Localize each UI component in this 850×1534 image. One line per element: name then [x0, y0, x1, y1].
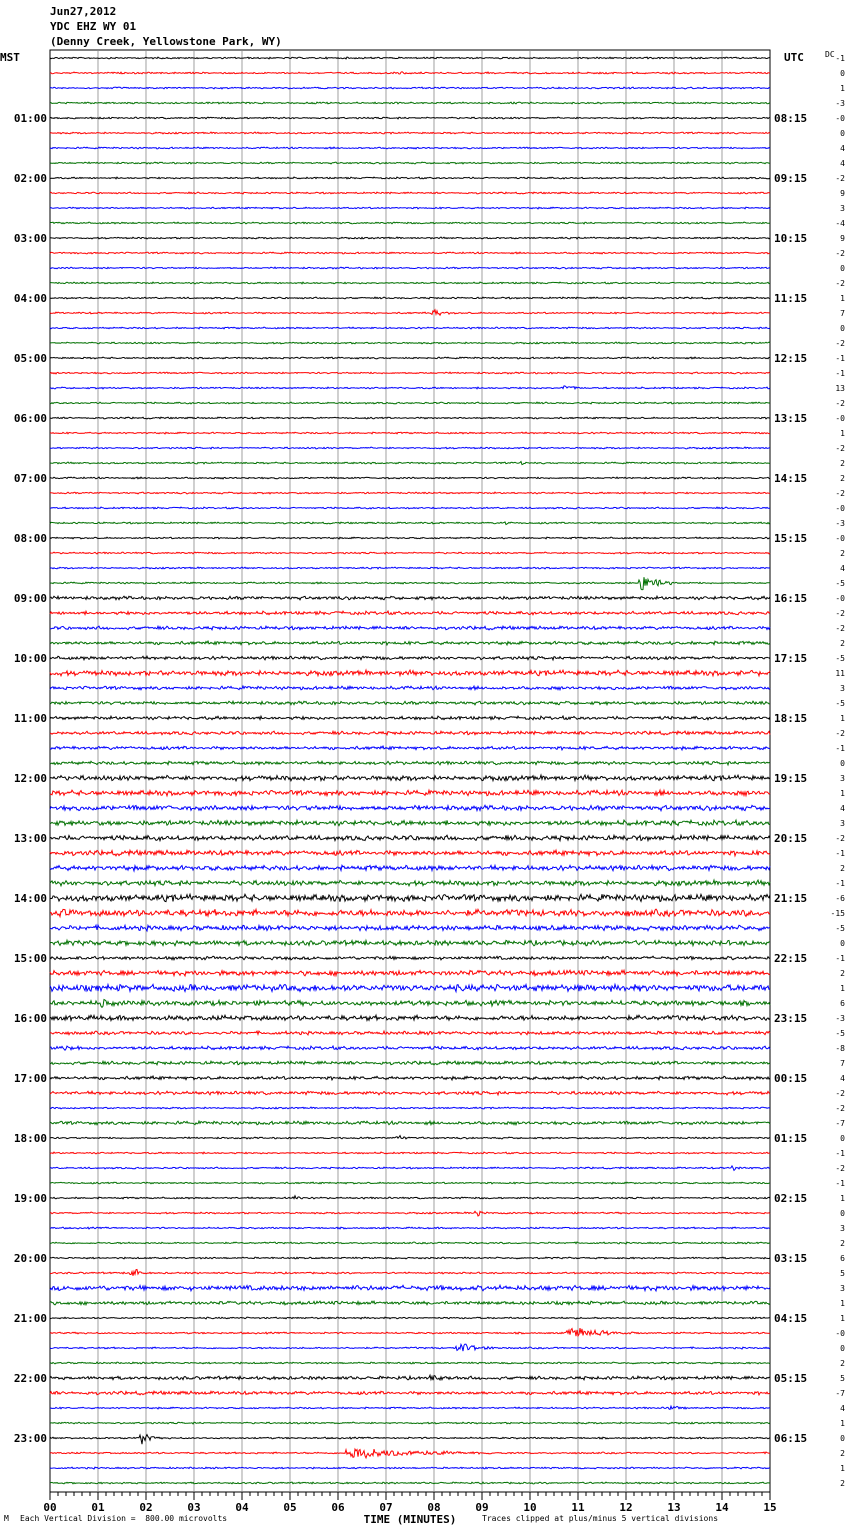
dc-offset-label: -0 — [835, 414, 845, 423]
dc-offset-label: -7 — [835, 1389, 845, 1398]
trace-row — [50, 865, 770, 871]
trace-row — [50, 267, 770, 269]
trace-row — [50, 162, 770, 164]
trace-row — [50, 147, 770, 149]
dc-offset-label: -1 — [835, 954, 845, 963]
trace-row — [50, 342, 770, 344]
trace-row — [50, 894, 770, 902]
trace-row — [50, 1375, 770, 1380]
dc-offset-label: -2 — [835, 444, 845, 453]
dc-offset-label: 0 — [840, 1209, 845, 1218]
dc-offset-label: 0 — [840, 759, 845, 768]
dc-offset-label: 4 — [840, 1074, 845, 1083]
trace-row — [50, 102, 770, 104]
dc-offset-label: -6 — [835, 894, 845, 903]
trace-row — [50, 1285, 770, 1291]
utc-hour-label: 16:15 — [774, 592, 808, 605]
dc-offset-label: 7 — [840, 309, 845, 318]
mst-hour-label: 06:00 — [13, 412, 47, 425]
mst-hour-label: 19:00 — [13, 1192, 47, 1205]
x-tick-label: 13 — [667, 1501, 681, 1514]
trace-row — [50, 686, 770, 690]
trace-row — [50, 207, 770, 209]
dc-offset-label: -0 — [835, 504, 845, 513]
trace-row — [50, 761, 770, 765]
dc-offset-label: 1 — [840, 1194, 845, 1203]
dc-offset-label: 2 — [840, 969, 845, 978]
trace-row — [50, 611, 770, 615]
dc-offset-label: 4 — [840, 144, 845, 153]
mst-hour-label: 21:00 — [13, 1312, 47, 1325]
clip-note: Traces clipped at plus/minus 5 vertical divisions — [482, 1514, 719, 1523]
utc-hour-label: 19:15 — [774, 772, 808, 785]
trace-row — [50, 1196, 770, 1199]
dc-offset-label: 1 — [840, 294, 845, 303]
dc-offset-label: -1 — [835, 369, 845, 378]
dc-offset-label: 6 — [840, 1254, 845, 1263]
trace-row — [50, 492, 770, 494]
x-tick-label: 11 — [571, 1501, 585, 1514]
trace-row — [50, 477, 770, 479]
x-tick-label: 03 — [187, 1501, 201, 1514]
dc-offset-label: 9 — [840, 189, 845, 198]
scale-note: Each Vertical Division = 800.00 microvolts — [20, 1514, 228, 1523]
mst-hour-label: 10:00 — [13, 652, 47, 665]
trace-row — [50, 1182, 770, 1184]
trace-row — [50, 641, 770, 645]
dc-offset-label: -2 — [835, 399, 845, 408]
dc-offset-label: -5 — [835, 579, 845, 588]
corner-mark: M — [4, 1514, 9, 1523]
trace-row — [50, 1091, 770, 1095]
mst-hour-label: 16:00 — [13, 1012, 47, 1025]
dc-offset-label: 3 — [840, 1284, 845, 1293]
station-label: YDC EHZ WY 01 — [50, 20, 137, 33]
dc-offset-label: -0 — [835, 1329, 845, 1338]
dc-offset-label: 3 — [840, 819, 845, 828]
trace-row — [50, 237, 770, 239]
dc-offset-label: 6 — [840, 999, 845, 1008]
utc-hour-label: 06:15 — [774, 1432, 808, 1445]
dc-offset-label: 2 — [840, 1239, 845, 1248]
trace-row — [50, 386, 770, 389]
dc-offset-label: 1 — [840, 84, 845, 93]
dc-offset-label: 3 — [840, 204, 845, 213]
dc-offset-label: -2 — [835, 174, 845, 183]
trace-row — [50, 670, 770, 676]
dc-offset-label: 1 — [840, 1464, 845, 1473]
dc-offset-label: -5 — [835, 924, 845, 933]
dc-offset-label: 4 — [840, 564, 845, 573]
dc-offset-label: -15 — [830, 909, 845, 918]
trace-row — [50, 297, 770, 299]
x-tick-label: 01 — [91, 1501, 105, 1514]
dc-offset-label: -2 — [835, 489, 845, 498]
dc-offset-label: 3 — [840, 774, 845, 783]
dc-offset-label: -1 — [835, 879, 845, 888]
trace-row — [50, 567, 770, 569]
dc-offset-label: 0 — [840, 1344, 845, 1353]
trace-row — [50, 731, 770, 735]
dc-offset-label: 0 — [840, 939, 845, 948]
trace-row — [50, 835, 770, 840]
trace-row — [50, 327, 770, 329]
dc-offset-label: -3 — [835, 99, 845, 108]
dc-offset-label: 4 — [840, 1404, 845, 1413]
dc-offset-label: -2 — [835, 1164, 845, 1173]
dc-offset-label: -5 — [835, 654, 845, 663]
x-axis-label: TIME (MINUTES) — [363, 1513, 457, 1526]
mst-hour-label: 12:00 — [13, 772, 47, 785]
x-tick-label: 06 — [331, 1501, 345, 1514]
dc-offset-label: 2 — [840, 549, 845, 558]
dc-offset-label: 2 — [840, 1359, 845, 1368]
dc-offset-label: 1 — [840, 1419, 845, 1428]
mst-hour-label: 09:00 — [13, 592, 47, 605]
trace-row — [50, 252, 770, 254]
mst-hour-label: 23:00 — [13, 1432, 47, 1445]
trace-row — [50, 1422, 770, 1424]
mst-hour-label: 02:00 — [13, 172, 47, 185]
trace-row — [50, 1031, 770, 1035]
trace-row — [50, 909, 770, 917]
utc-hour-label: 04:15 — [774, 1312, 808, 1325]
mst-hour-label: 03:00 — [13, 232, 47, 245]
dc-offset-label: -1 — [835, 744, 845, 753]
utc-hour-label: 21:15 — [774, 892, 808, 905]
trace-row — [50, 1391, 770, 1395]
mst-hour-label: 18:00 — [13, 1132, 47, 1145]
trace-row — [50, 1435, 770, 1445]
dc-offset-label: 0 — [840, 264, 845, 273]
dc-offset-label: 3 — [840, 1224, 845, 1233]
dc-offset-label: 0 — [840, 1434, 845, 1443]
trace-row — [50, 222, 770, 224]
trace-row — [50, 1136, 770, 1139]
trace-row — [50, 1270, 770, 1276]
x-tick-label: 15 — [763, 1501, 777, 1514]
dc-offset-label: 0 — [840, 324, 845, 333]
dc-offset-label: 2 — [840, 1449, 845, 1458]
dc-offset-label: -2 — [835, 339, 845, 348]
dc-offset-label: 9 — [840, 234, 845, 243]
trace-row — [50, 1482, 770, 1484]
dc-offset-label: -0 — [835, 534, 845, 543]
dc-offset-label: -2 — [835, 279, 845, 288]
dc-offset-label: 0 — [840, 129, 845, 138]
trace-row — [50, 850, 770, 856]
mst-hour-label: 15:00 — [13, 952, 47, 965]
trace-row — [50, 746, 770, 750]
mst-hour-label: 04:00 — [13, 292, 47, 305]
trace-row — [50, 357, 770, 359]
dc-offset-label: 0 — [840, 69, 845, 78]
dc-offset-label: -2 — [835, 834, 845, 843]
dc-offset-label: 2 — [840, 474, 845, 483]
dc-header-label: DC — [825, 50, 835, 59]
grid — [50, 50, 770, 1492]
trace-row — [50, 402, 770, 404]
utc-hour-label: 03:15 — [774, 1252, 808, 1265]
utc-hour-label: 17:15 — [774, 652, 808, 665]
utc-hour-label: 13:15 — [774, 412, 808, 425]
utc-hour-label: 15:15 — [774, 532, 808, 545]
trace-row — [50, 447, 770, 449]
mst-hour-label: 05:00 — [13, 352, 47, 365]
utc-hour-label: 18:15 — [774, 712, 808, 725]
dc-offset-label: 5 — [840, 1269, 845, 1278]
utc-hour-label: 12:15 — [774, 352, 808, 365]
trace-row — [50, 956, 770, 960]
dc-offset-label: -1 — [835, 354, 845, 363]
trace-row — [50, 1000, 770, 1008]
dc-offset-label: 2 — [840, 1479, 845, 1488]
trace-row — [50, 1107, 770, 1109]
dc-offset-label: 1 — [840, 984, 845, 993]
dc-offset-label: 7 — [840, 1059, 845, 1068]
dc-offset-label: -2 — [835, 729, 845, 738]
trace-row — [50, 537, 770, 539]
x-tick-label: 04 — [235, 1501, 249, 1514]
dc-offset-label: 11 — [835, 669, 845, 678]
trace-row — [50, 432, 770, 434]
trace-row — [50, 462, 770, 465]
utc-hour-label: 01:15 — [774, 1132, 808, 1145]
dc-offset-label: 2 — [840, 864, 845, 873]
dc-offset-label: 0 — [840, 1134, 845, 1143]
utc-hour-label: 00:15 — [774, 1072, 808, 1085]
dc-offset-label: -2 — [835, 1089, 845, 1098]
dc-offset-label: -0 — [835, 114, 845, 123]
trace-row — [50, 1257, 770, 1259]
dc-offset-label: -4 — [835, 219, 845, 228]
x-tick-label: 07 — [379, 1501, 393, 1514]
dc-offset-label: 1 — [840, 429, 845, 438]
trace-row — [50, 192, 770, 194]
dc-offset-label: 4 — [840, 159, 845, 168]
utc-hour-label: 20:15 — [774, 832, 808, 845]
dc-offset-label: -2 — [835, 249, 845, 258]
trace-row — [50, 1152, 770, 1154]
x-tick-label: 02 — [139, 1501, 153, 1514]
mst-hour-label: 11:00 — [13, 712, 47, 725]
x-tick-label: 09 — [475, 1501, 489, 1514]
trace-row — [50, 970, 770, 976]
trace-row — [50, 132, 770, 134]
dc-offset-label: -1 — [835, 1179, 845, 1188]
trace-row — [50, 701, 770, 705]
dc-offset-label: -3 — [835, 519, 845, 528]
left-timezone-label: MST — [0, 51, 20, 64]
trace-row — [50, 282, 770, 284]
trace-row — [50, 57, 770, 59]
trace-row — [50, 805, 770, 810]
trace-row — [50, 1015, 770, 1020]
trace-row — [50, 507, 770, 509]
plot-frame — [50, 50, 770, 1492]
trace-row — [50, 1166, 770, 1171]
utc-hour-label: 09:15 — [774, 172, 808, 185]
utc-hour-label: 02:15 — [774, 1192, 808, 1205]
trace-row — [50, 775, 770, 781]
trace-row — [50, 72, 770, 74]
labels — [0, 50, 845, 1526]
trace-row — [50, 1449, 770, 1458]
dc-offset-label: 2 — [840, 639, 845, 648]
trace-row — [50, 596, 770, 600]
mst-hour-label: 20:00 — [13, 1252, 47, 1265]
utc-hour-label: 11:15 — [774, 292, 808, 305]
trace-row — [50, 1121, 770, 1125]
x-tick-label: 14 — [715, 1501, 729, 1514]
dc-offset-label: 2 — [840, 459, 845, 468]
trace-row — [50, 117, 770, 119]
x-tick-label: 05 — [283, 1501, 297, 1514]
dc-offset-label: -5 — [835, 1029, 845, 1038]
utc-hour-label: 08:15 — [774, 112, 808, 125]
dc-offset-label: -1 — [835, 1149, 845, 1158]
mst-hour-label: 13:00 — [13, 832, 47, 845]
utc-hour-label: 14:15 — [774, 472, 808, 485]
trace-row — [50, 1328, 770, 1336]
dc-offset-label: -7 — [835, 1119, 845, 1128]
x-tick-label: 00 — [43, 1501, 57, 1514]
trace-row — [50, 1406, 770, 1409]
trace-row — [50, 1211, 770, 1216]
x-tick-label: 10 — [523, 1501, 537, 1514]
utc-hour-label: 23:15 — [774, 1012, 808, 1025]
trace-row — [50, 925, 770, 931]
dc-offset-label: 1 — [840, 1299, 845, 1308]
dc-offset-label: -2 — [835, 624, 845, 633]
trace-row — [50, 1317, 770, 1319]
trace-row — [50, 940, 770, 946]
x-tick-label: 12 — [619, 1501, 633, 1514]
trace-row — [50, 1242, 770, 1244]
dc-offset-label: -2 — [835, 1104, 845, 1113]
dc-offset-label: 1 — [840, 1314, 845, 1323]
x-tick-label: 08 — [427, 1501, 441, 1514]
dc-offset-label: -0 — [835, 594, 845, 603]
trace-row — [50, 577, 770, 590]
dc-offset-label: -2 — [835, 609, 845, 618]
trace-row — [50, 656, 770, 660]
mst-hour-label: 22:00 — [13, 1372, 47, 1385]
dc-offset-label: 1 — [840, 714, 845, 723]
trace-row — [50, 522, 770, 525]
mst-hour-label: 17:00 — [13, 1072, 47, 1085]
trace-row — [50, 417, 770, 419]
dc-offset-label: -3 — [835, 1014, 845, 1023]
dc-offset-label: 3 — [840, 684, 845, 693]
trace-row — [50, 820, 770, 826]
utc-hour-label: 10:15 — [774, 232, 808, 245]
traces — [50, 57, 770, 1484]
utc-hour-label: 22:15 — [774, 952, 808, 965]
trace-row — [50, 716, 770, 720]
location-label: (Denny Creek, Yellowstone Park, WY) — [50, 35, 282, 48]
right-timezone-label: UTC — [784, 51, 804, 64]
trace-row — [50, 372, 770, 374]
dc-offset-label: 5 — [840, 1374, 845, 1383]
mst-hour-label: 01:00 — [13, 112, 47, 125]
dc-offset-label: -8 — [835, 1044, 845, 1053]
dc-offset-label: 13 — [835, 384, 845, 393]
dc-offset-label: -1 — [835, 849, 845, 858]
trace-row — [50, 880, 770, 886]
trace-row — [50, 790, 770, 796]
mst-hour-label: 14:00 — [13, 892, 47, 905]
date-label: Jun27,2012 — [50, 5, 117, 18]
trace-row — [50, 1061, 770, 1065]
trace-row — [50, 1301, 770, 1305]
trace-row — [50, 1467, 770, 1469]
trace-row — [50, 1344, 770, 1351]
trace-row — [50, 626, 770, 630]
dc-offset-label: -5 — [835, 699, 845, 708]
trace-row — [50, 87, 770, 89]
trace-row — [50, 310, 770, 315]
trace-row — [50, 552, 770, 554]
dc-offset-label: 4 — [840, 804, 845, 813]
dc-offset-label: 1 — [840, 789, 845, 798]
trace-row — [50, 984, 770, 991]
trace-row — [50, 1362, 770, 1364]
mst-hour-label: 07:00 — [13, 472, 47, 485]
utc-hour-label: 05:15 — [774, 1372, 808, 1385]
mst-hour-label: 08:00 — [13, 532, 47, 545]
trace-row — [50, 1046, 770, 1050]
trace-row — [50, 1227, 770, 1229]
dc-offset-label: -1 — [835, 54, 845, 63]
trace-row — [50, 177, 770, 179]
trace-row — [50, 1076, 770, 1080]
